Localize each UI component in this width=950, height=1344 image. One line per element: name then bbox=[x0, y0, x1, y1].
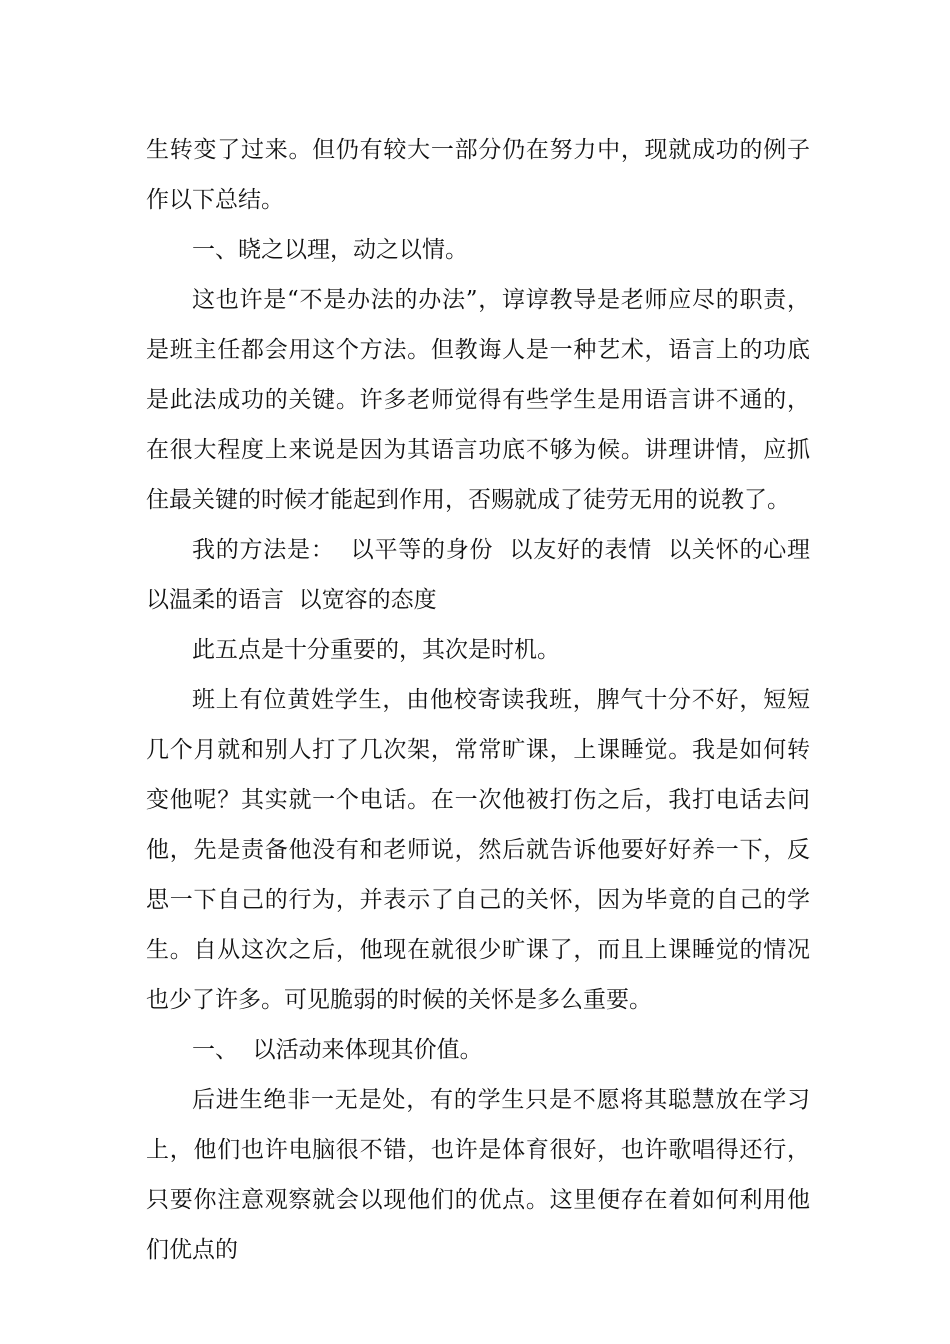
paragraph-1: 生转变了过来。但仍有较大一部分仍在努力中，现就成功的例子作以下总结。 bbox=[146, 137, 810, 213]
paragraph-2: 这也许是“不是办法的办法”，谆谆教导是老师应尽的职责，是班主任都会用这个方法。但教诲人是一种艺术，语言上的功底是此法成功的关键。许多老师觉得有些学生是用语言讲不通的，在很大程度上来说是因为其语言功底不够为候。讲理讲情，应抓住最关键的时候才能起到作用，否赐就成了徒劳无用的说教了。 bbox=[146, 287, 810, 513]
paragraph-5: 后进生绝非一无是处，有的学生只是不愿将其聪慧放在学习上，他们也许电脑很不错，也许是体育很好，也许歌唱得还行，只要你注意观察就会以现他们的优点。这里便存在着如何利用他们优点的 bbox=[146, 1087, 810, 1263]
paragraph-4: 班上有位黄姓学生，由他校寄读我班，脾气十分不好，短短几个月就和别人打了几次架，常常旷课，上课睡觉。我是如何转变他呢？其实就一个电话。在一次他被打伤之后，我打电话去问他，先是责备他没有和老师说，然后就告诉他要好好养一下，反思一下自己的行为，并表示了自己的关怀，因为毕竟的自己的学生。自从这次之后，他现在就很少旷课了，而且上课睡觉的情况也少了许多。可见脆弱的时候的关怀是多么重要。 bbox=[146, 687, 810, 1013]
document-body bbox=[146, 125, 825, 1275]
section-heading-1: 一、晓之以理，动之以情。 bbox=[192, 237, 468, 263]
paragraph-3: 此五点是十分重要的，其次是时机。 bbox=[192, 637, 560, 663]
paragraph-methods: 我的方法是： 以平等的身份 以友好的表情 以关怀的心理 以温柔的语言 以宽容的态度 bbox=[146, 537, 825, 613]
section-heading-2: 一、 以活动来体现其价值。 bbox=[192, 1037, 483, 1063]
